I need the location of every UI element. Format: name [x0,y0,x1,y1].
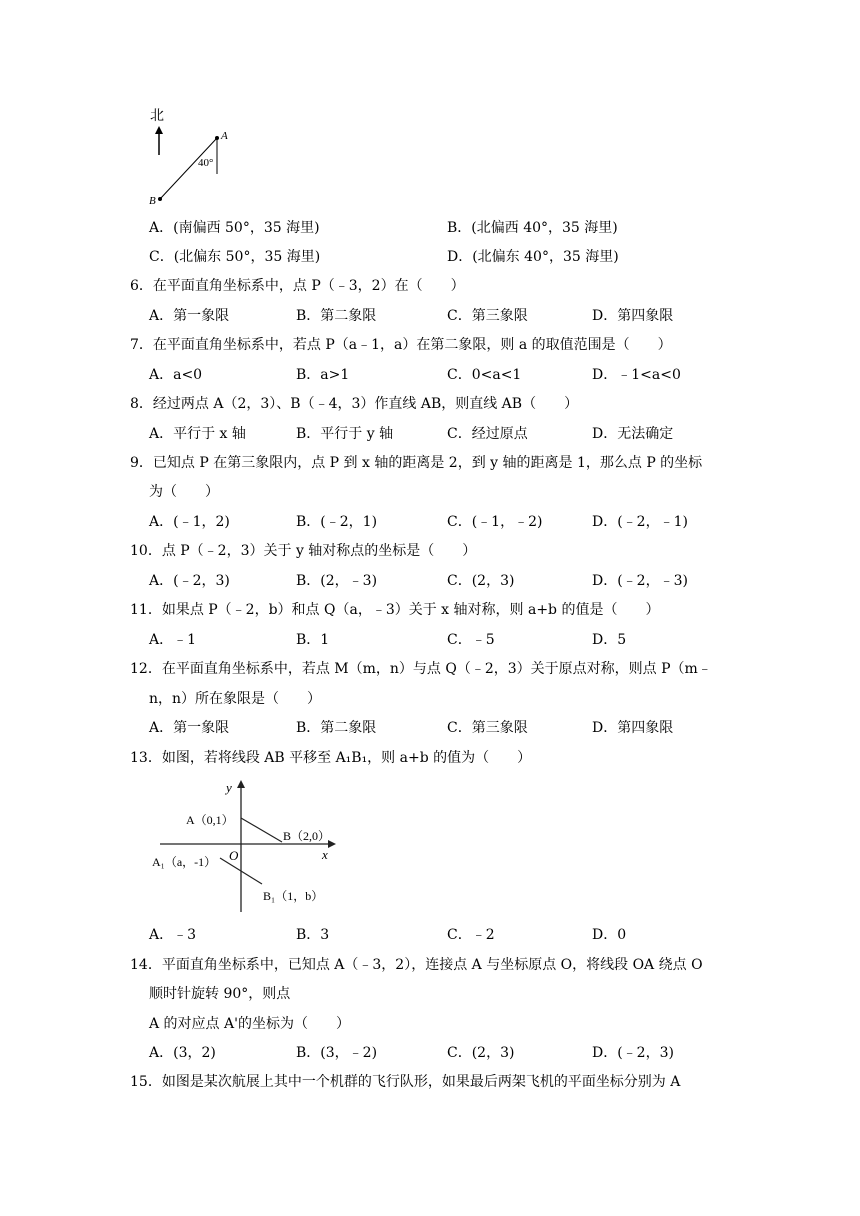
q14-option-b: B．(3，﹣2) [296,1045,378,1061]
segment-ab [241,818,282,842]
compass-figure [140,100,250,210]
q7-option-b: B．a>1 [296,367,350,383]
q7-option-c: C．0<a<1 [447,367,522,383]
q10-option-c: C．(2，3) [447,573,515,589]
q10-option-d: D．(﹣2，﹣3) [592,573,688,589]
q10-option-a: A．(﹣2，3) [149,573,230,589]
q9-option-b: B．(﹣2，1) [296,514,378,530]
q14-stem-line3: A 的对应点 A'的坐标为（ ） [149,1016,350,1032]
q14-option-c: C．(2，3) [447,1045,515,1061]
q7-stem: 7．在平面直角坐标系中，若点 P（a﹣1，a）在第二象限，则 a 的取值范围是（ ） [130,337,672,353]
q11-option-b: B．1 [296,632,330,648]
q9-option-d: D．(﹣2，﹣1) [592,514,688,530]
q13-option-a: A．﹣3 [149,927,197,943]
q13-option-b: B．3 [296,927,330,943]
q11-option-a: A．﹣1 [149,632,197,648]
q8-stem: 8．经过两点 A（2，3）、B（﹣4，3）作直线 AB，则直线 AB（ ） [130,396,579,412]
x-axis-label: x [322,847,328,862]
angle-label: 40° [198,157,214,169]
arrowhead-icon [155,126,163,134]
q15-stem: 15．如图是某次航展上其中一个机群的飞行队形，如果最后两架飞机的平面坐标分别为 A [130,1074,681,1090]
point-b1-label: B₁（1，b） [263,889,324,903]
point-a-label: A [221,130,228,142]
q14-option-d: D．(﹣2，3) [592,1045,674,1061]
q7-option-d: D．﹣1<a<0 [592,367,681,383]
q10-option-b: B．(2，﹣3) [296,573,378,589]
q13-option-d: D．0 [592,927,627,943]
y-arrow-icon [237,780,245,788]
q6-option-c: C．第三象限 [447,308,528,324]
point-b-label: B [149,195,156,207]
q6-option-d: D．第四象限 [592,308,674,324]
north-label: 北 [150,109,164,124]
q14-stem-line1: 14．平面直角坐标系中，已知点 A（﹣3，2），连接点 A 与坐标原点 O，将线段 OA 绕点 O [130,957,703,973]
q5-option-b: B．(北偏西 40°，35 海里) [447,220,618,236]
point-a-label: A（0,1） [186,813,234,827]
q12-option-c: C．第三象限 [447,720,528,736]
q8-option-d: D．无法确定 [592,426,674,442]
q11-option-c: C．﹣5 [447,632,495,648]
point-b-dot [158,197,162,201]
q9-option-c: C．(﹣1，﹣2) [447,514,543,530]
q9-stem-line2: 为（ ） [149,484,219,500]
q8-option-b: B．平行于 y 轴 [296,426,394,442]
q9-option-a: A．(﹣1，2) [149,514,230,530]
y-axis-label: y [226,780,232,795]
q7-option-a: A．a<0 [149,367,203,383]
q5-option-a: A．(南偏西 50°，35 海里) [149,220,320,236]
q14-option-a: A．(3，2) [149,1045,216,1061]
q12-stem-line2: n，n）所在象限是（ ） [149,691,322,707]
coordinate-figure [150,776,350,916]
q11-stem: 11．如果点 P（﹣2，b）和点 Q（a，﹣3）关于 x 轴对称，则 a+b 的值是（ ） [130,602,660,618]
q6-option-b: B．第二象限 [296,308,377,324]
q13-option-c: C．﹣2 [447,927,495,943]
q8-option-a: A．平行于 x 轴 [149,426,246,442]
origin-label: O [229,848,239,863]
q12-option-b: B．第二象限 [296,720,377,736]
q9-stem-line1: 9．已知点 P 在第三象限内，点 P 到 x 轴的距离是 2，到 y 轴的距离是 1，那么点 P 的坐标 [130,455,703,471]
point-a-dot [215,136,219,140]
q10-stem: 10．点 P（﹣2，3）关于 y 轴对称点的坐标是（ ） [130,543,477,559]
q8-option-c: C．经过原点 [447,426,528,442]
q5-option-d: D．(北偏东 40°，35 海里) [447,249,619,265]
q14-stem-line2: 顺时针旋转 90°，则点 [149,986,291,1002]
q12-option-d: D．第四象限 [592,720,674,736]
q11-option-d: D．5 [592,632,627,648]
q12-option-a: A．第一象限 [149,720,230,736]
point-a1-label: A₁（a，-1） [152,855,217,869]
q12-stem-line1: 12．在平面直角坐标系中，若点 M（m，n）与点 Q（﹣2，3）关于原点对称，则点 P（m﹣ [130,661,712,677]
q6-stem: 6．在平面直角坐标系中，点 P（﹣3，2）在（ ） [130,278,465,294]
q13-stem: 13．如图，若将线段 AB 平移至 A₁B₁，则 a+b 的值为（ ） [130,750,532,766]
q6-option-a: A．第一象限 [149,308,230,324]
q5-option-c: C．(北偏东 50°，35 海里) [149,249,321,265]
point-b-label: B（2,0） [283,829,331,843]
